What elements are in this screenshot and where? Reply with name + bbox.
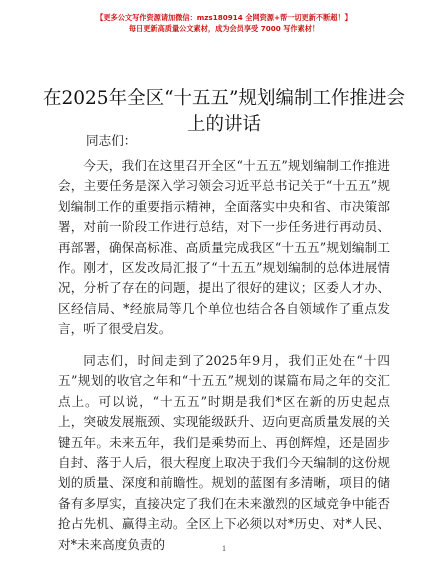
promo-banner-line-1: 【更多公文写作资源请加微信：mzs180914 全网资源+帮一切更新不断超！】 xyxy=(96,13,352,22)
paragraph-1: 今天，我们在这里召开全区“十五五”规划编制工作推进会，主要任务是深入学习领会习近平总书记关于“十五五”规划编制工作的重要指示精神，全面落实中央和省、市决策部署，对前一阶段工作进行总结，对下一步任务进行再动员、再部署，确保高标准、高质量完成我区“十五五”规划编制工作。刚才，区发改局汇报了“十五五”规划编制的总体进展情况，分析了存在的问题，提出了很好的建议；区委人才办、区经信局、*经旅局等几个单位也结合各自领域作了重点发言，听了很受启发。 xyxy=(58,158,390,337)
promo-banner xyxy=(0,12,448,34)
promo-banner-line-2: 每日更新高质量公文素材，成为会员享受 7000 写作素材！ xyxy=(128,24,320,33)
paragraph-2: 同志们，时间走到了2025年9月，我们正处在“十四五”规划的收官之年和“十五五”规划的谋篇布局之年的交汇点上。可以说，“十五五”时期是我们*区在新的历史起点上，突破发展瓶颈、实现能级跃升、迈向更高质量发展的关键五年。未来五年，我们是乘势而上、再创辉煌，还是固步自封、落于人后，很大程度上取决于我们今天编制的这份规划的质量、深度和前瞻性。规划的蓝图有多清晰，项目的储备有多厚实，直接决定了我们在未来激烈的区域竞争中能否抢占先机、赢得主动。全区上下必须以对*历史、对*人民、对*未来高度负责的 xyxy=(58,353,390,552)
document-title: 在2025年全区“十五五”规划编制工作推进会上的讲话 xyxy=(43,88,405,135)
greeting: 同志们： xyxy=(86,133,137,148)
page-number: 1 xyxy=(222,544,226,553)
